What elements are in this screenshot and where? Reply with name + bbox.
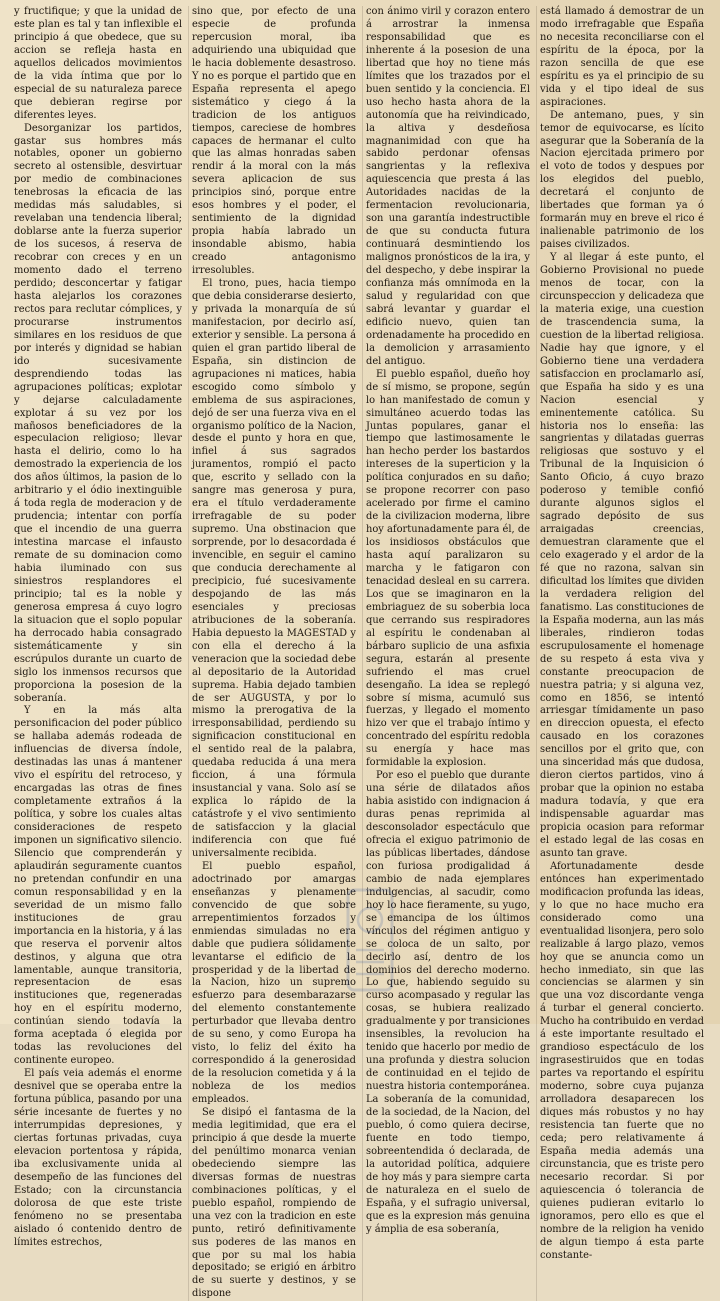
paragraph: con ánimo viril y corazon entero á arrostrar la inmensa responsabilidad que es inherente á la posesion de una libertad que hoy no tiene más límites que los trazados por el buen sentido y la conciencia. El uso hecho hasta ahora de la autonomía que ha reivindicado, la altiva y desdeñosa magnanimidad con que ha sabido perdonar ofensas sangrientas y la reflexiva aquiescencia que presta á las Autoridades nacidas de la fermentacion revolucionaria, son una garantía indestructible de que su conducta futura continuará desmintiendo los malignos pronósticos de la ira, y del despecho, y debe inspirar la confianza más omnímoda en la salud y regularidad con que sabrá levantar y guardar el edificio nuevo, quien tan ordenadamente ha procedido en la demolicion y arrasamiento del antiguo. (366, 6, 530, 367)
column-1 (14, 6, 182, 1301)
paragraph: sino que, por efecto de una especie de profunda repercusion moral, iba adquiriendo una ubiquidad que le hacia doblemente desastroso. Y no es porque el partido que en España representa el apego sistemático y ciego á la tradicion de los antiguos tiempos, careciese de hombres capaces de hermanar el culto que las almas honradas saben rendir á la moral con la más severa aplicacion de sus principios sinó, porque entre esos hombres y el poder, el sentimiento de la dignidad propia había labrado un insondable abismo, habia creado antagonismo irresolubles. (192, 6, 356, 277)
paragraph: Y al llegar á este punto, el Gobierno Provisional no puede menos de tocar, con la circunspeccion y delicadeza que la materia exige, una cuestion de trascendencia suma, la cuestion de la libertad religiosa. Nadie hay que ignore, y el Gobierno tiene una verdadera satisfaccion en proclamarlo así, que España ha sido y es una Nacion esencial y eminentemente católica. Su historia nos lo enseña: las sangrientas y dilatadas guerras religiosas que sostuvo y el Tribunal de la Inquisicion ó Santo Oficio, á cuyo brazo poderoso y temible confió durante algunos siglos el sagrado depósito de sus arraigadas creencias, demuestran claramente que el celo exagerado y el ardor de la fé que no razona, salvan sin dificultad los límites que dividen la verdadera religion del fanatismo. Las constituciones de la España moderna, aun las más liberales, rindieron todas escrupulosamente el homenage de su respeto á esta viva y constante preocupacion de nuestra patria; y si alguna vez, como en 1856, se intentó arriesgar tímidamente un paso en direccion opuesta, el efecto causado en los corazones sencillos por el grito que, con una sinceridad más que dudosa, dieron ciertos partidos, vino á probar que la opinion no estaba madura todavía, y que era indispensable aguardar mas propicia ocasion para reformar el estado legal de las cosas en asunto tan grave. (540, 252, 704, 859)
paragraph: Por eso el pueblo que durante una série de dilatados años habia asistido con indignacion á duras penas reprimida al desconsolador espectáculo que ofrecia el exiguo patrimonio de las públicas libertades, dándose con furiosa prodigalidad á cambio de nada ejemplares indulgencias, al sacudir, como hoy lo hace fieramente, su yugo, se emancipa de los últimos vínculos del régimen antiguo y se coloca de un salto, por decirlo así, dentro de los dominios del derecho moderno. Lo que, habiendo seguido su curso acompasado y regular las cosas, se hubiera realizado gradualmente y por transiciones insensibles, la revolucion ha tenido que hacerlo por medio de una profunda y diestra solucion de continuidad en el tejido de nuestra historia contemporánea. La soberanía de la comunidad, de la sociedad, de la Nacion, del pueblo, ó como quiera decirse, fuente en todo tiempo, sobreentendida ó declarada, de la autoridad política, adquiere de hoy más y para siempre carta de naturaleza en el suelo de España, y el sufragio universal, que es la expresion más genuina y ámplia de esa soberanía, (366, 770, 530, 1235)
paragraph: y fructifique; y que la unidad de este plan es tal y tan inflexible el principio á que obedece, que su accion se refleja hasta en aquellos delicados movimientos de la vida íntima que por lo especial de su naturaleza parece que debieran regirse por diferentes leyes. (14, 6, 182, 121)
paragraph: Afortunadamente desde entónces han experimentado modificacion profunda las ideas, y lo que no hace mucho era considerado como una eventualidad lisonjera, pero solo realizable á largo plazo, vemos hoy que se anuncia como un hecho inmediato, sin que las conciencias se alarmen y sin que una voz discordante venga á turbar el general concierto. Mucho ha contribuido en verdad á este importante resultado el grandioso espectáculo de los ingrasestiruidos que en todas partes va reportando el espíritu moderno, sobre cuya pujanza arrolladora desaparecen los diques más robustos y no hay resistencia tan fuerte que no ceda; pero relativamente á España media además una circunstancia, que es triste pero necesario recordar. Si por aquiescencia ó tolerancia de quienes pudieran evitarlo lo ignoramos, pero ello es que el nombre de la religion ha venido de algun tiempo á esta parte constante- (540, 860, 704, 1261)
column-4 (536, 6, 704, 1301)
column-3 (362, 6, 530, 1301)
text-columns (14, 6, 710, 1300)
paragraph: De antemano, pues, y sin temor de equivocarse, es lícito asegurar que la Soberanía de la Nacion ejercitada primero por el voto de todos y despues por los elegidos del pueblo, decretará el conjunto de libertades que forman ya ó formarán muy en breve el rico é inalienable patrimonio de los paises civilizados. (540, 109, 704, 251)
paragraph: El país veia además el enorme desnivel que se operaba entre la fortuna pública, pasando por una série incesante de fuertes y no interrumpidas depresiones, y ciertas fortunas privadas, cuya elevacion portentosa y rápida, iba exclusivamente unida al desempeño de las funciones del Estado; con la circunstancia dolorosa de que este triste fenómeno no se presentaba aislado ó contenido dentro de límites estrechos, (14, 1068, 182, 1248)
paragraph: Se disipó el fantasma de la media legitimidad, que era el principio á que desde la muerte del penúltimo monarca venian obedeciendo siempre las diversas formas de nuestras combinaciones políticas, y el pueblo español, rompiendo de una vez con la tradicion en este punto, retiró definitivamente sus poderes de las manos en que por su mal los habia depositado; se erigió en árbitro de su suerte y destinos, y se dispone (192, 1107, 356, 1300)
paragraph: está llamado á demostrar de un modo irrefragable que España no necesita reconciliarse con el espíritu de la época, por la razon sencilla de que ese espíritu es ya el principio de su vida y el tipo ideal de sus aspiraciones. (540, 6, 704, 108)
paragraph: El pueblo español, adoctrinado por amargas enseñanzas y plenamente convencido de que sobre arrepentimientos forzados y enmiendas simuladas no era dable que pudiera sólidamente levantarse el edificio de la prosperidad y de la libertad de la Nacion, hizo un supremo esfuerzo para desembarazarse del elemento constantemente perturbador que llevaba dentro de su seno, y como Europa ha visto, lo feliz del éxito ha correspondido á la generosidad de la resolucion cometida y á la nobleza de los medios empleados. (192, 860, 356, 1106)
paragraph: Y en la más alta personificacion del poder público se hallaba además rodeada de influencias de diversa índole, destinadas las unas á mantener vivo el espíritu del retroceso, y encargadas las otras de fines completamente extraños á la política, y sobre los cuales altas consideraciones de respeto imponen un significativo silencio. Silencio que comprenderán y aplaudirán seguramente cuantos no pretendan confundir en una comun responsabilidad y en la severidad de un mismo fallo instituciones de grau importancia en la historia, y á las que reserva el porvenir altos destinos, y alguna que otra lamentable, aunque transitoria, representacion de esas instituciones que, regeneradas hoy en el espíritu moderno, continúan siendo todavía la forma aceptada ó elegida por todas las revoluciones del continente europeo. (14, 705, 182, 1067)
paragraph: El trono, pues, hacia tiempo que debia considerarse desierto, y privada la monarquía de sú manifestacion, por decirlo así, exterior y sensible. La persona á quien el gran partido liberal de España, sin distincion de agrupaciones ni matices, habia escogido como símbolo y emblema de sus aspiraciones, dejó de ser una fuerza viva en el organismo político de la Nacion, desde el punto y hora en que, infiel á sus sagrados juramentos, rompió el pacto que, escrito y sellado con la sangre mas generosa y pura, era el título verdaderamente irrefragable de su poder supremo. Una obstinacion que sorprende, por lo desacordada é invencible, en seguir el camino que conducia derechamente al precipicio, fué sucesivamente despojando de las más esenciales y preciosas atribuciones de la soberanía. Habia depuesto la MAGESTAD y con ella el derecho á la veneracion que la sociedad debe al depositario de la Autoridad suprema. Habia dejado tambien de ser AUGUSTA, y por lo mismo la prerogativa de la irresponsabilidad, perdiendo su significacion constitucional en el sentido real de la palabra, quedaba reducida á una mera ficcion, á una fórmula insustancial y vana. Solo así se explica lo rápido de la catástrofe y el vivo sentimiento de satisfaccion y la glacial indiferencia con que fué universalmente recibida. (192, 278, 356, 859)
column-2 (188, 6, 356, 1301)
paragraph: El pueblo español, dueño hoy de sí mismo, se propone, según lo han manifestado de comun y simultáneo acuerdo todas las Juntas populares, ganar el tiempo que lastimosamente le han hecho perder los bastardos intereses de la superticion y la política conjurados en su daño; se propone recorrer con paso acelerado por firme el camino de la civilizacion moderna, libre hoy afortunadamente para él, de los insidiosos obstáculos que hasta aquí paralizaron su marcha y le fatigaron con tenacidad desleal en su carrera. Los que se imaginaron en la embriaguez de su soberbia loca que cerrando sus respiradores al espíritu le condenaban al bárbaro suplicio de una asfixia segura, estarán al presente sufriendo el mas cruel desengaño. La idea se replegó sobre sí misma, acumuló sus fuerzas, y llegado el momento hizo ver que el trabajo íntimo y concentrado del espíritu redobla su energía y hace mas formidable la explosion. (366, 368, 530, 769)
paragraph: Desorganizar los partidos, gastar sus hombres más notables, oponer un gobierno secreto al ostensible, desvirtuar por medio de combinaciones tenebrosas la eficacia de las medidas más saludables, si revelaban una tendencia liberal; doblarse ante la fuerza superior de los sucesos, á reserva de recobrar con creces y en un momento dado el terreno perdido; desconcertar y fatigar hasta alejarlos los corazones rectos para reclutar cómplices, y procurarse instrumentos similares en los residuos de que por interés y dignidad se habian ido sucesivamente desprendiendo todas las agrupaciones políticas; explotar y dejarse calculadamente explotar á su vez por los mañosos beneficiadores de la especulacion religioso; llevar hasta el delirio, como lo ha demostrado la experiencia de los dos años últimos, la pasion de lo arbitrario y el ódio inextinguible á toda regla de moderacion y de prudencia; intentar con porfía que el incendio de una guerra intestina marcase el infausto remate de su dominacion como habia iluminado con sus siniestros resplandores el principio; tal es la noble y generosa empresa á cuyo logro la situacion que el soplo popular ha derrocado habia consagrado sistemáticamente y sin escrúpulos durante un cuarto de siglo los inmensos recursos que proporciona la posesion de la soberanía. (14, 122, 182, 704)
